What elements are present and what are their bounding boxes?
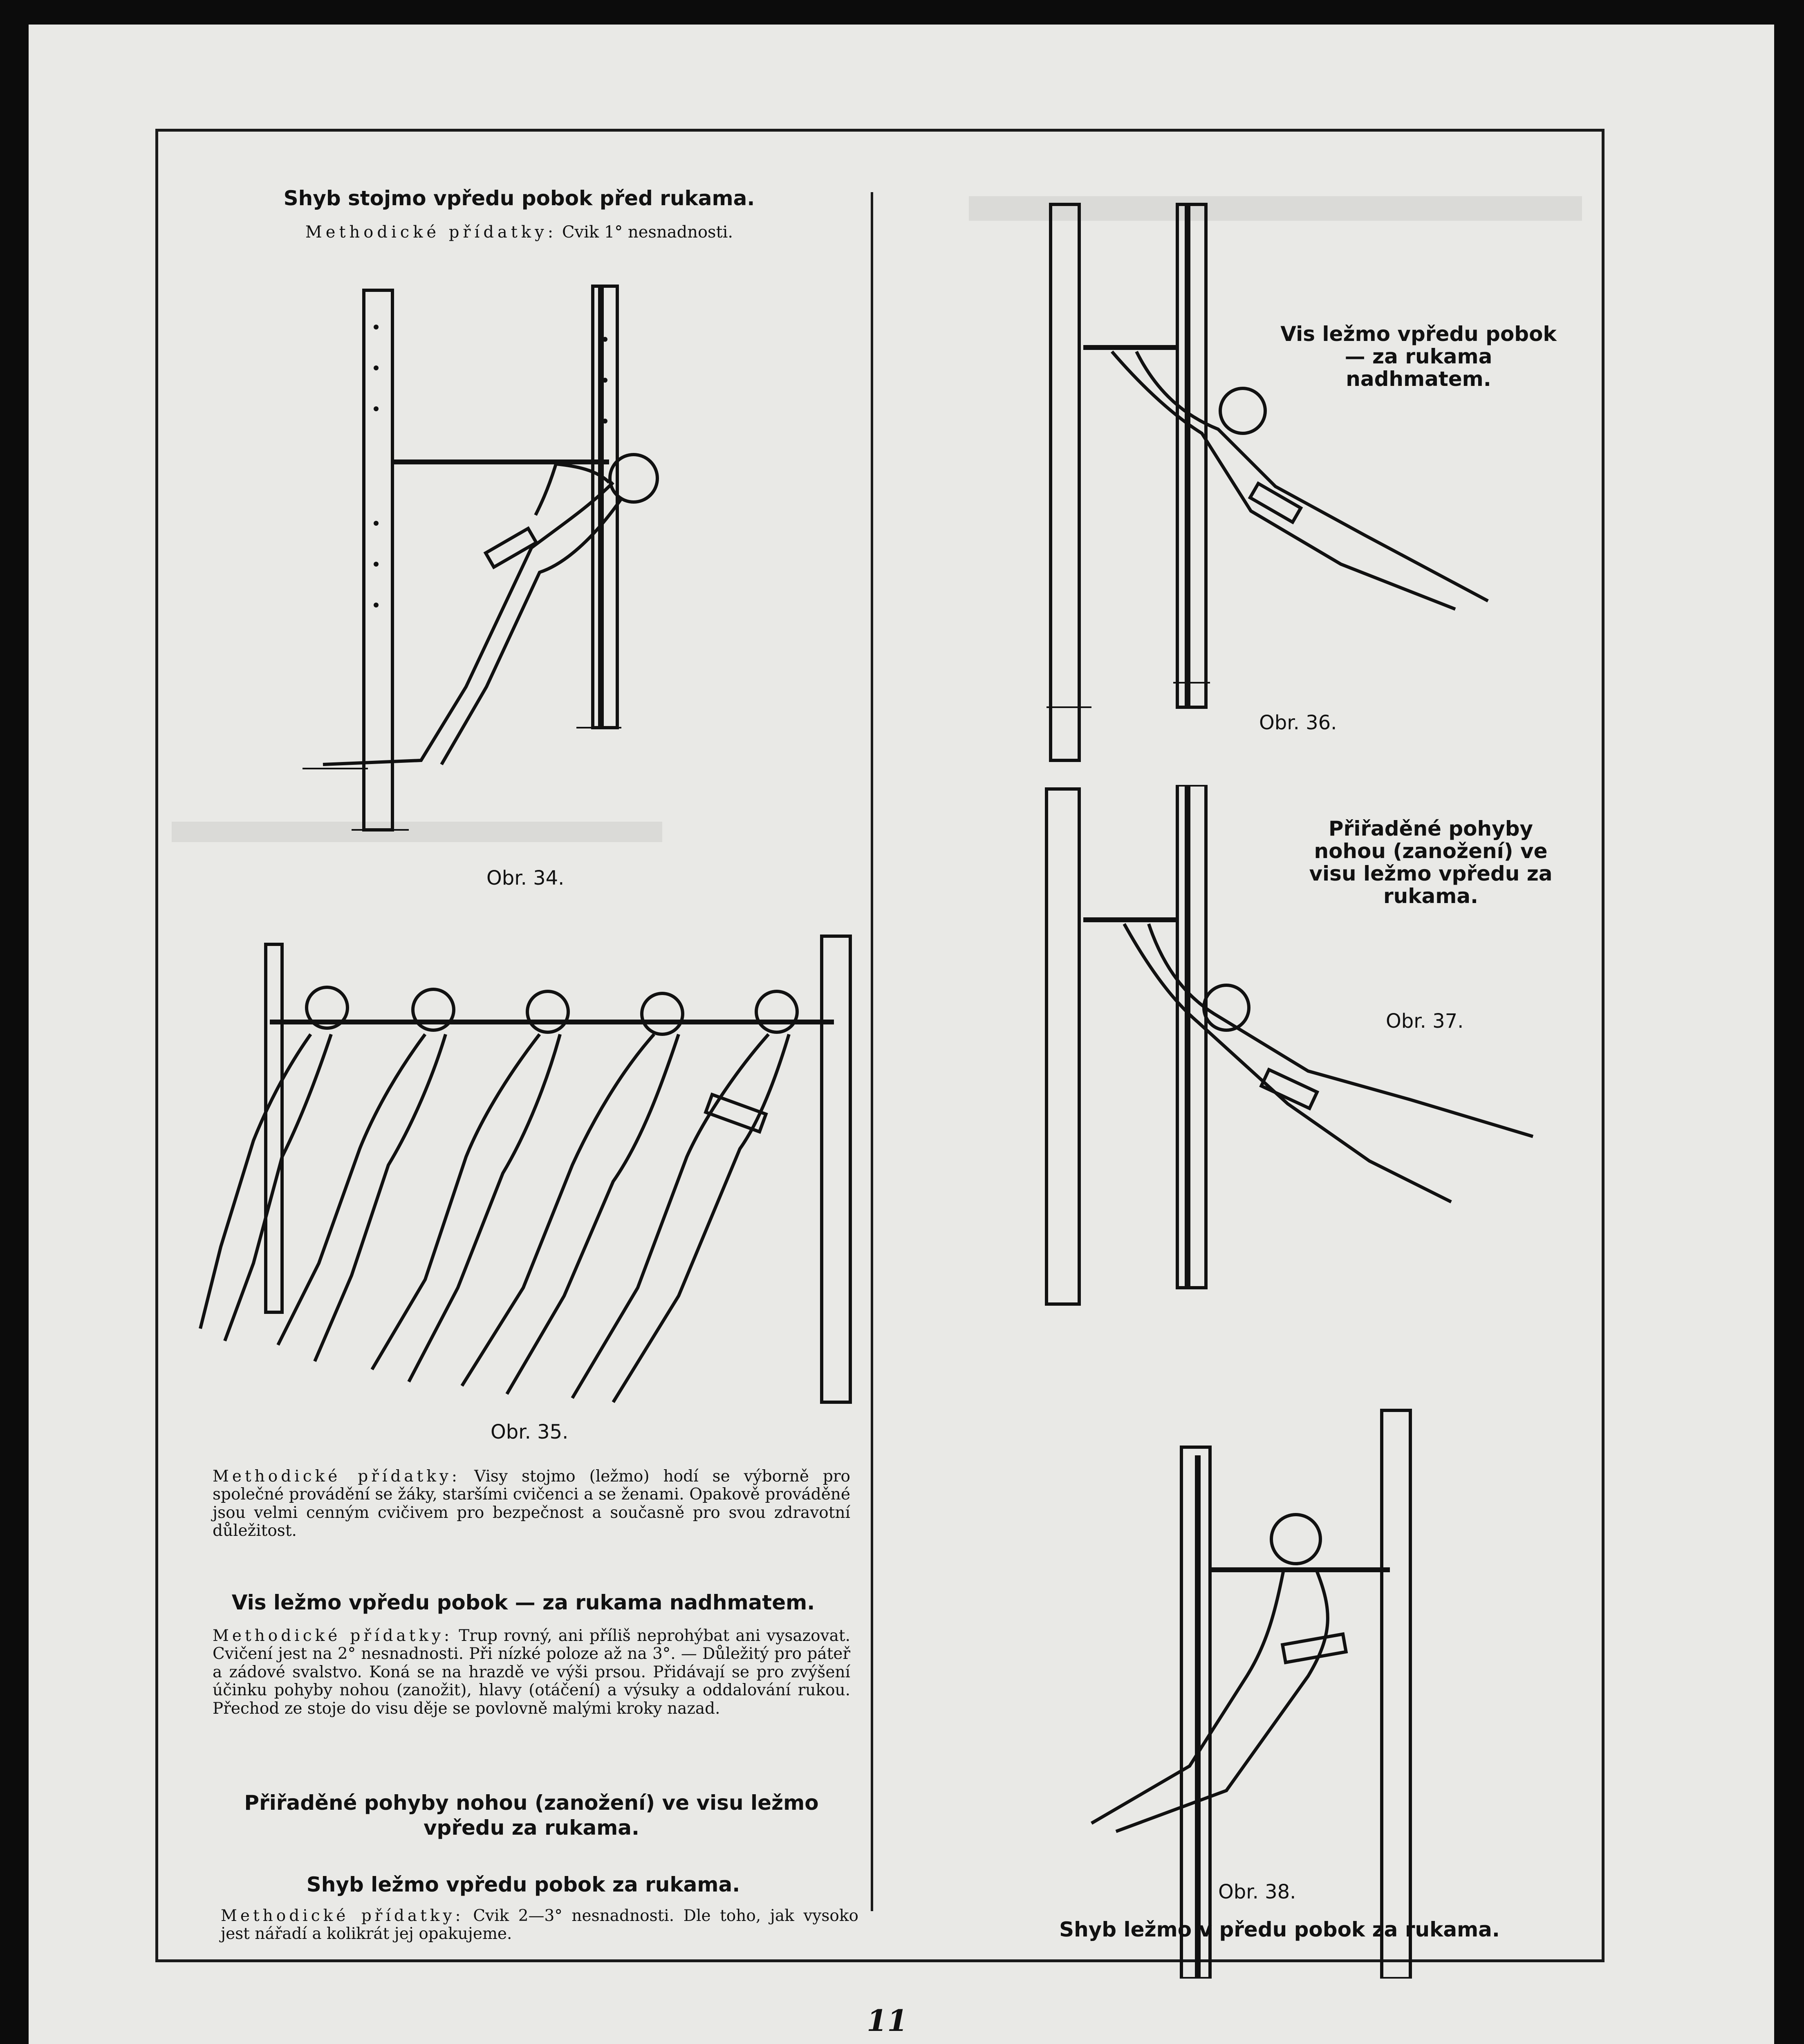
section1-subline — [196, 223, 842, 242]
figure-36-illustration — [1047, 200, 1553, 764]
figure-37-caption: Obr. 37. — [1386, 1010, 1464, 1033]
section2-title: Vis ležmo vpředu pobok — za rukama nadhmatem. — [231, 1591, 815, 1614]
figure-36-label: Vis ležmo vpředu pobok — za rukama nadhmatem. — [1280, 322, 1557, 391]
section1-lead: Methodické přídatky: — [305, 223, 557, 242]
para4-text: Cvik 2—3° nesnadnosti. Dle toho, jak vysoko jest nářadí a kolikrát jej opakujeme. — [221, 1907, 859, 1943]
para1 — [213, 1468, 850, 1540]
figure-35-caption: Obr. 35. — [491, 1421, 569, 1443]
section1-title: Shyb stojmo vpředu pobok před rukama. — [283, 186, 755, 210]
figure-37-label: Přiřaděné pohyby nohou (zanožení) ve visu ležmo vpředu za rukama. — [1309, 817, 1553, 908]
figure-35-illustration — [196, 928, 883, 1410]
para4-lead: Methodické přídatky: — [221, 1907, 464, 1925]
figure-38-label: Shyb ležmo v předu pobok za rukama. — [1059, 1918, 1500, 1941]
figure-36-caption: Obr. 36. — [1259, 711, 1337, 734]
section3-title: Přiřaděné pohyby nohou (zanožení) ve visu ležmo vpředu za rukama. — [244, 1791, 819, 1840]
figure-34-illustration — [253, 278, 711, 858]
para1-lead: Methodické přídatky: — [213, 1467, 461, 1486]
figure-38-caption: Obr. 38. — [1218, 1880, 1296, 1903]
para1-text: Visy stojmo (ležmo) hodí se výborně pro společné provádění se žáky, staršími cvičenci a se ženami. Opakově prováděné jsou velmi cenným cvičivem pro bezpečnost a současně pro svou zdravotní důležitost. — [213, 1467, 850, 1540]
section1-note: Cvik 1° nesnadnosti. — [562, 223, 733, 242]
figure-34-caption: Obr. 34. — [486, 867, 565, 890]
para2 — [213, 1627, 850, 1718]
para2-text: Trup rovný, ani příliš neprohýbat ani vysazovat. Cvičení jest na 2° nesnadnosti. Při nízké poloze až na 3°. — Důležitý pro páteř a zádové svalstvo. Koná se na hrazdě ve výši prsou. Přidávají se pro zvýšení účinku pohyby nohou (zanožit), hlavy (otáčení) a výsuky a oddalování rukou. Přechod ze stoje do visu děje se povlovně malými kroky nazad. — [213, 1627, 850, 1718]
para2-lead: Methodické přídatky: — [213, 1627, 453, 1645]
page-number: 11 — [867, 2003, 908, 2038]
section4-title: Shyb ležmo vpředu pobok za rukama. — [306, 1873, 740, 1896]
para4 — [221, 1907, 858, 1943]
figure-35-svg — [196, 928, 883, 1410]
figure-34-svg — [253, 278, 711, 858]
figure-36-svg — [1047, 200, 1553, 764]
